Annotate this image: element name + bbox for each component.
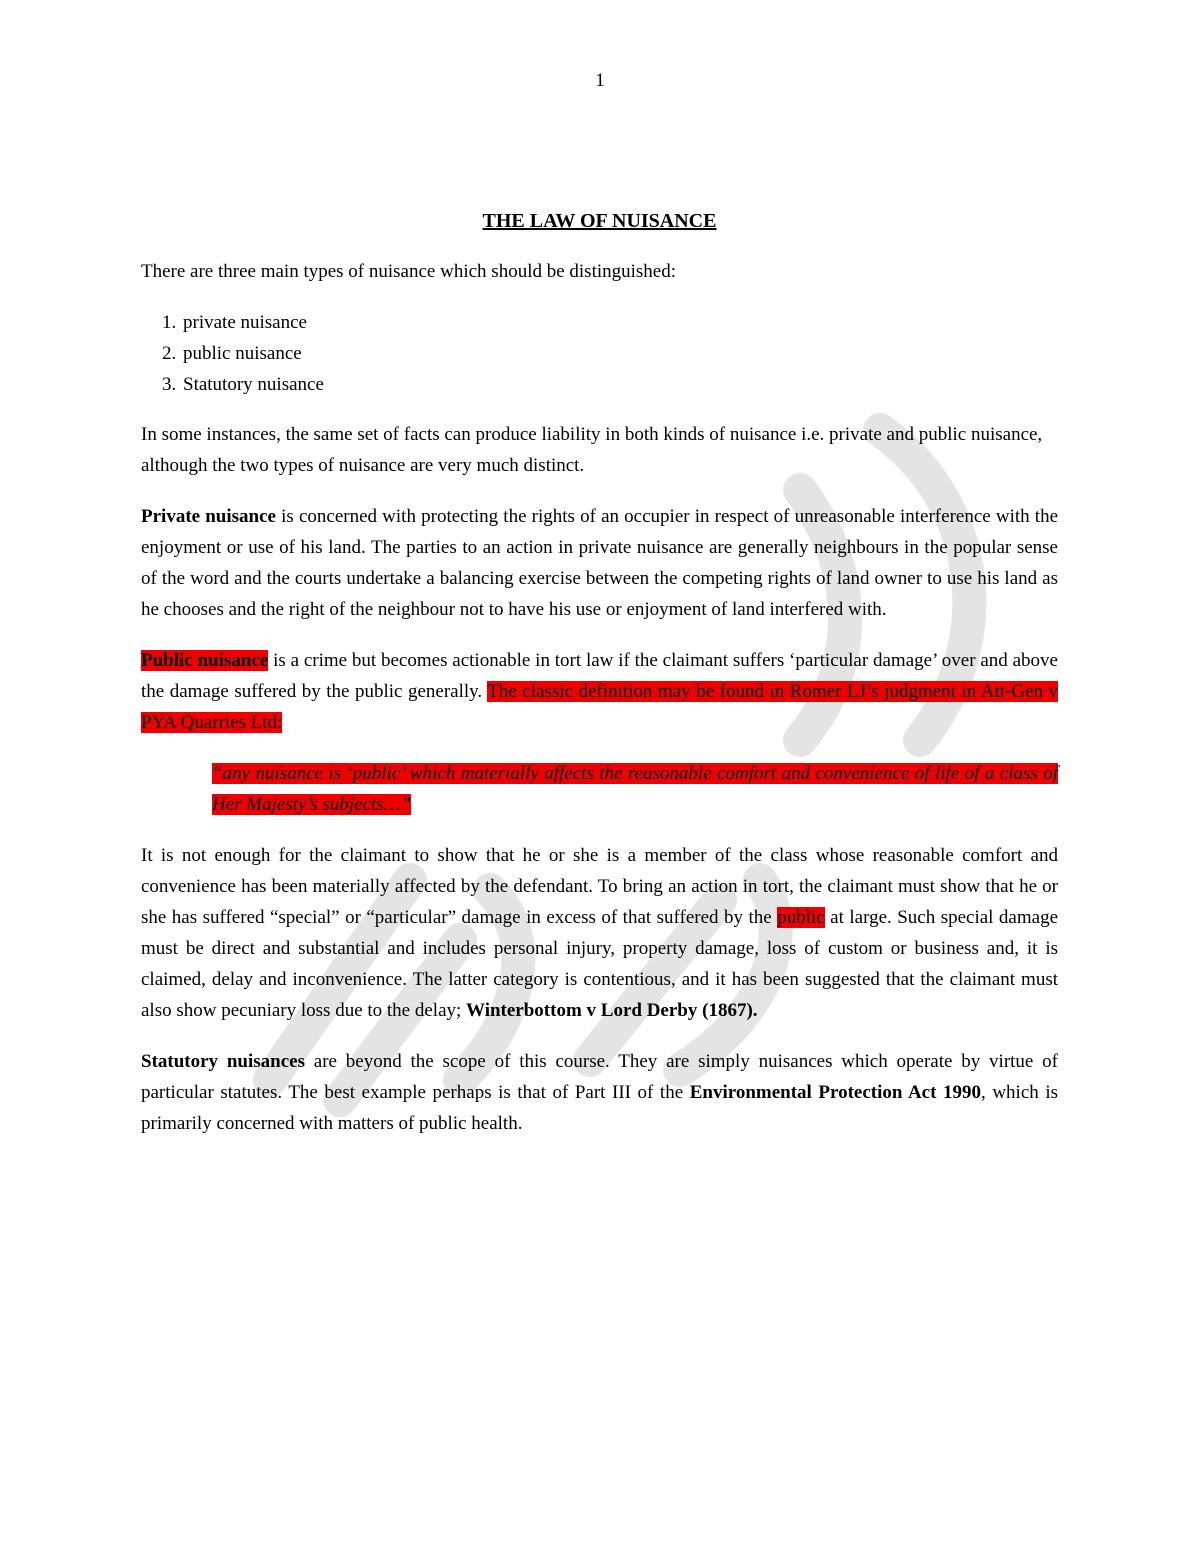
definition-quote (212, 758, 1058, 820)
page-number: 1 (595, 70, 605, 91)
case-citation: Winterbottom v Lord Derby (1867). (466, 1000, 758, 1021)
private-nuisance-term: Private nuisance (141, 506, 276, 527)
nuisance-types-list (141, 307, 1058, 400)
private-nuisance-paragraph (141, 501, 1058, 625)
statutory-nuisance-text-cont: , which is primarily concerned with matters of public health. (141, 1082, 1058, 1134)
public-nuisance-text: is a crime but becomes actionable in tort law if the claimant suffers ‘particular damage’ over and above the damage suffered by the public generally. (141, 650, 1058, 702)
statutory-nuisance-term: Statutory nuisances (141, 1051, 305, 1072)
special-damage-text-cont: at large. Such special damage must be direct and substantial and includes personal injury, property damage, loss of custom or business and, it is claimed, delay and inconvenience. The latter category is contentious, and it has been suggested that the claimant must also show pecuniary loss due to the delay; (141, 907, 1059, 1021)
list-item: 3. Statutory nuisance (181, 369, 1058, 400)
intro-paragraph: There are three main types of nuisance which should be distinguished: (141, 261, 677, 282)
list-item: 2. public nuisance (181, 338, 1058, 369)
act-citation: Environmental Protection Act 1990 (689, 1082, 982, 1103)
public-nuisance-paragraph (141, 645, 1058, 738)
statutory-nuisance-paragraph (141, 1046, 1058, 1139)
quote-text: “any nuisance is ‘public’ which materially affects the reasonable comfort and convenience of life of a class of Her Majesty’s subjects…” (212, 763, 1058, 815)
liability-paragraph: In some instances, the same set of facts can produce liability in both kinds of nuisance i.e. private and public nuisance, although the two types of nuisance are very much distinct. (141, 424, 1043, 476)
public-nuisance-term: Public nuisance (141, 650, 269, 671)
private-nuisance-text: is concerned with protecting the rights of an occupier in respect of unreasonable interference with the enjoyment or use of his land. The parties to an action in private nuisance are generally neighbours in the popular sense of the word and the courts undertake a balancing exercise between the competing rights of land owner to use his land as he chooses and the right of the neighbour not to have his use or enjoyment of land interfered with. (141, 506, 1058, 620)
highlighted-word-public: public (777, 907, 825, 928)
list-item: 1. private nuisance (181, 307, 1058, 338)
special-damage-text: It is not enough for the claimant to show that he or she is a member of the class whose reasonable comfort and convenience has been materially affected by the defendant. To bring an action in tort, the claimant must show that he or she has suffered “special” or “particular” damage in excess of that suffered by the (141, 845, 1058, 928)
special-damage-paragraph (141, 840, 1058, 1026)
statutory-nuisance-text: are beyond the scope of this course. They are simply nuisances which operate by virtue of particular statutes. The best example perhaps is that of Part III of the (141, 1051, 1058, 1103)
document-title: THE LAW OF NUISANCE (482, 210, 717, 232)
document-body (141, 204, 1058, 1159)
highlighted-definition-intro: The classic definition may be found in Romer LJ’s judgment in Att-Gen v PYA Quarries Ltd: (141, 681, 1058, 733)
